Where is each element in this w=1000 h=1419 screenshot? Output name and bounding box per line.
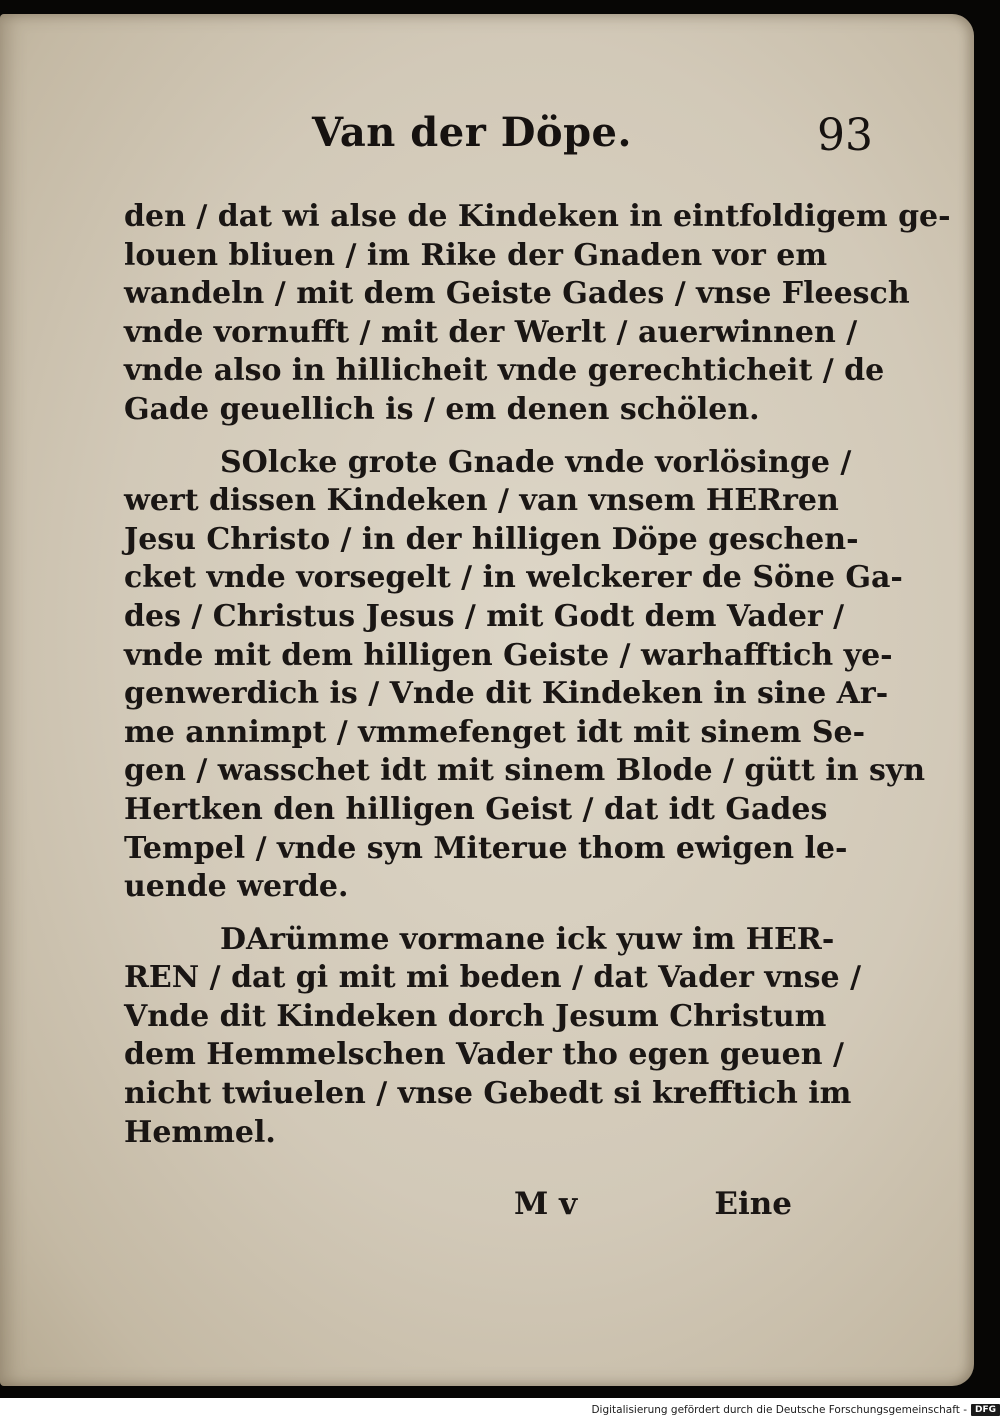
text-line: wandeln / mit dem Geiste Gades / vnse Fleesch bbox=[124, 276, 910, 312]
text-line: dem Hemmelschen Vader tho egen geuen / bbox=[124, 1037, 844, 1073]
catchword: Eine bbox=[714, 1186, 792, 1222]
book-page bbox=[0, 14, 974, 1386]
text-line: uende werde. bbox=[124, 869, 349, 905]
dfg-logo: DFG bbox=[971, 1404, 1000, 1416]
text-line: Hemmel. bbox=[124, 1114, 276, 1150]
paragraph-gap bbox=[124, 907, 792, 921]
text-line: vnde also in hillicheit vnde gerechticheit / de bbox=[124, 353, 885, 389]
signature-mark: M v bbox=[514, 1186, 578, 1222]
text-line: vnde vornufft / mit der Werlt / auerwinnen / bbox=[124, 314, 858, 350]
text-line: vnde mit dem hilligen Geiste / warhafftich ye- bbox=[124, 637, 893, 673]
text-line: gen / wasschet idt mit sinem Blode / gütt in syn bbox=[124, 753, 926, 789]
text-line: Hertken den hilligen Geist / dat idt Gades bbox=[124, 791, 828, 827]
text-line: louen bliuen / im Rike der Gnaden vor em bbox=[124, 237, 828, 273]
text-line: Tempel / vnde syn Miterue thom ewigen le- bbox=[124, 830, 848, 866]
text-line: me annimpt / vmmefenget idt mit sinem Se- bbox=[124, 714, 866, 750]
text-line: Gade geuellich is / em denen schölen. bbox=[124, 391, 760, 427]
text-line: Vnde dit Kindeken dorch Jesum Christum bbox=[124, 998, 827, 1034]
text-line: DArümme vormane ick yuw im HER- bbox=[220, 921, 835, 957]
text-line: genwerdich is / Vnde dit Kindeken in sine Ar- bbox=[124, 676, 889, 712]
signature-line bbox=[124, 1186, 792, 1226]
text-line: Jesu Christo / in der hilligen Döpe geschen- bbox=[124, 521, 859, 557]
body-text bbox=[124, 198, 951, 1152]
text-line: nicht twiuelen / vnse Gebedt si krefftich im bbox=[124, 1076, 852, 1112]
page-number: 93 bbox=[817, 110, 873, 161]
digitization-credit bbox=[591, 1400, 1000, 1419]
text-line: REN / dat gi mit mi beden / dat Vader vnse / bbox=[124, 960, 862, 996]
text-line: wert dissen Kindeken / van vnsem HERren bbox=[124, 483, 839, 519]
credit-text: Digitalisierung gefördert durch die Deutsche Forschungsgemeinschaft - bbox=[591, 1403, 967, 1416]
running-title: Van der Döpe. bbox=[312, 109, 632, 156]
text-line: den / dat wi alse de Kindeken in eintfoldigem ge- bbox=[124, 199, 951, 234]
text-line: SOlcke grote Gnade vnde vorlösinge / bbox=[220, 444, 852, 480]
paragraph-gap bbox=[124, 430, 792, 444]
text-line: cket vnde vorsegelt / in welckerer de Söne Ga- bbox=[124, 560, 903, 596]
text-line: des / Christus Jesus / mit Godt dem Vader / bbox=[124, 598, 845, 634]
